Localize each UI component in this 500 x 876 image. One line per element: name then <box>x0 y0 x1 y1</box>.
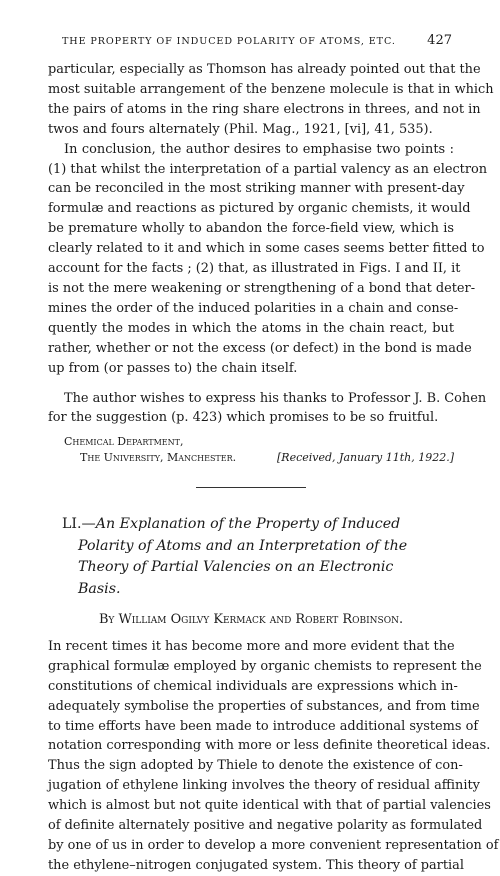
text-line: is not the mere weakening or strengthening of a bond that deter- <box>48 280 476 296</box>
text-line: be premature wholly to abandon the force-field view, which is <box>48 221 454 237</box>
title-line: Theory of Partial Valencies on an Electronic <box>78 559 394 576</box>
paragraph-introduction <box>48 637 499 876</box>
title-line: Polarity of Atoms and an Interpretation of the <box>78 537 408 554</box>
text-line: constitutions of chemical individuals are expressions which in- <box>48 678 458 694</box>
text-line: particular, especially as Thomson has already pointed out that the <box>48 62 481 77</box>
title-line <box>48 514 454 535</box>
text-line: mines the order of the induced polarities in a chain and conse- <box>48 300 459 316</box>
address-row <box>48 450 454 466</box>
text-line: clearly related to it and which in some cases seems better fitted to <box>48 241 485 257</box>
byline: By William Ogilvy Kermack and Robert Robinson. <box>98 611 404 627</box>
text-line: to time efforts have been made to introduce additional systems of <box>48 718 479 734</box>
text-line: graphical formulæ employed by organic chemists to represent the <box>48 658 482 674</box>
text-line: notation corresponding with more or less definite theoretical ideas. <box>48 738 491 754</box>
section-divider <box>196 487 306 488</box>
text-line: most suitable arrangement of the benzene molecule is that in which <box>48 81 494 97</box>
text-line: for the suggestion (p. 423) which promises to be so fruitful. <box>48 410 439 426</box>
text-line: quently the modes in which the atoms in the chain react, but <box>48 320 454 336</box>
page-content <box>48 60 499 876</box>
university-name: The University, Manchester. <box>80 450 237 464</box>
text-line: Thus the sign adopted by Thiele to denote the existence of con- <box>48 758 463 774</box>
text-line: rather, whether or not the excess (or defect) in the bond is made <box>48 340 472 356</box>
paragraph-continued <box>48 60 494 140</box>
text-line: can be reconciled in the most striking manner with present-day <box>48 181 465 197</box>
text-line: In recent times it has become more and more evident that the <box>48 638 455 654</box>
text-line: up from (or passes to) the chain itself. <box>48 360 298 376</box>
spacer <box>48 379 454 389</box>
text-line: twos and fours alternately (Phil. Mag., 1921, [vi], 41, 535). <box>48 121 433 137</box>
text-line: The author wishes to express his thanks to Professor J. B. Cohen <box>64 390 487 406</box>
text-line: by one of us in order to develop a more convenient representation of <box>48 838 499 853</box>
received-date: [Received, January 11th, 1922.] <box>277 450 454 464</box>
article-number: LI.— <box>62 516 96 533</box>
text-line: of definite alternately positive and negative polarity as formulated <box>48 818 483 834</box>
text-line: In conclusion, the author desires to emphasise two points : <box>64 141 454 157</box>
paragraph-conclusion <box>48 140 488 379</box>
title-text: An Explanation of the Property of Induced <box>95 516 401 533</box>
running-head: THE PROPERTY OF INDUCED POLARITY OF ATOMS, ETC. <box>62 36 396 47</box>
article-title <box>48 514 454 600</box>
author-address <box>48 434 454 465</box>
text-line: the pairs of atoms in the ring share electrons in threes, and not in <box>48 101 481 117</box>
text-line: which is almost but not quite identical with that of partial valencies <box>48 798 491 814</box>
page-number: 427 <box>427 33 452 48</box>
paragraph-acknowledgement <box>48 389 487 429</box>
text-line: (1) that whilst the interpretation of a partial valency as an electron <box>48 161 488 177</box>
text-line: jugation of ethylene linking involves the theory of residual affinity <box>48 778 480 794</box>
department-name: Chemical Department, <box>64 435 184 449</box>
text-line: adequately symbolise the properties of substances, and from time <box>48 698 480 714</box>
text-line: the ethylene–nitrogen conjugated system. This theory of partial <box>48 857 464 873</box>
text-line: formulæ and reactions as pictured by organic chemists, it would <box>48 201 471 217</box>
text-line: account for the facts ; (2) that, as illustrated in Figs. I and II, it <box>48 261 461 277</box>
title-line: Basis. <box>78 580 121 597</box>
